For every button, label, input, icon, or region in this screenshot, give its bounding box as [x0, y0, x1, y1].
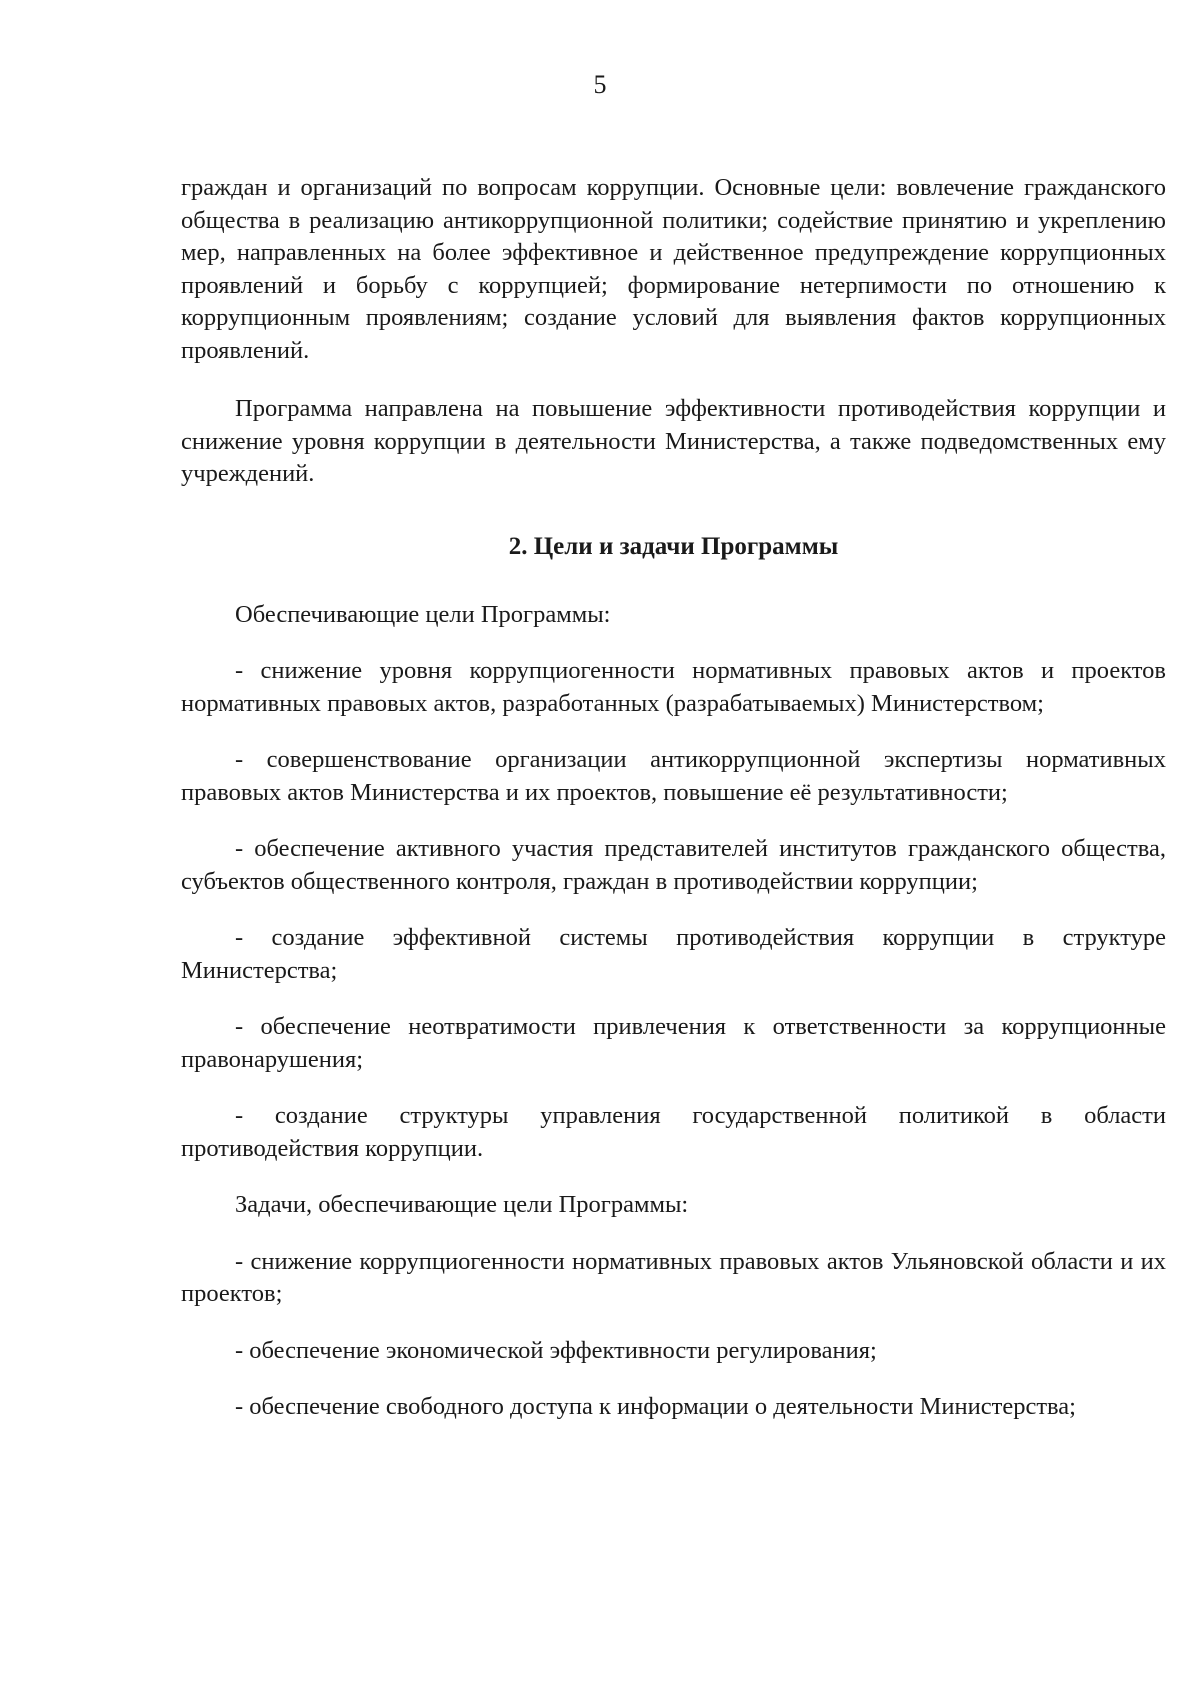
goal-item: - совершенствование организации антикоррупционной экспертизы нормативных правовых актов Министерства и их проектов, повышение её результативности; — [181, 746, 1166, 806]
goal-item: - создание эффективной системы противодействия коррупции в структуре Министерства; — [181, 924, 1166, 984]
goal-item: - обеспечение неотвратимости привлечения к ответственности за коррупционные правонарушения; — [181, 1013, 1166, 1073]
goal-item: - снижение уровня коррупциогенности нормативных правовых актов и проектов нормативных правовых актов, разработанных (разрабатываемых) Министерством; — [181, 657, 1166, 717]
page-number: 5 — [593, 70, 607, 99]
section-heading: 2. Цели и задачи Программы — [508, 532, 839, 560]
goal-item: - обеспечение активного участия представителей институтов гражданского общества, субъектов общественного контроля, граждан в противодействии коррупции; — [181, 835, 1166, 895]
intro-paragraph-2: Программа направлена на повышение эффективности противодействия коррупции и снижение уровня коррупции в деятельности Министерства, а также подведомственных ему учреждений. — [181, 395, 1166, 487]
goals-intro: Обеспечивающие цели Программы: — [235, 600, 611, 628]
task-item: - обеспечение свободного доступа к информации о деятельности Министерства; — [235, 1393, 1076, 1420]
task-item: - обеспечение экономической эффективности регулирования; — [235, 1336, 877, 1364]
goal-item: - создание структуры управления государственной политикой в области противодействия коррупции. — [181, 1102, 1166, 1162]
tasks-intro: Задачи, обеспечивающие цели Программы: — [235, 1191, 689, 1218]
document-body — [181, 172, 1166, 1424]
task-item: - снижение коррупциогенности нормативных правовых актов Ульяновской области и их проектов; — [181, 1247, 1166, 1307]
intro-paragraph-1: граждан и организаций по вопросам коррупции. Основные цели: вовлечение гражданского общества в реализацию антикоррупционной политики; содействие принятию и укреплению мер, направленных на более эффективное и действенное предупреждение коррупционных проявлений и борьбу с коррупцией; формирование нетерпимости по отношению к коррупционным проявлениям; создание условий для выявления фактов коррупционных проявлений. — [181, 174, 1166, 364]
